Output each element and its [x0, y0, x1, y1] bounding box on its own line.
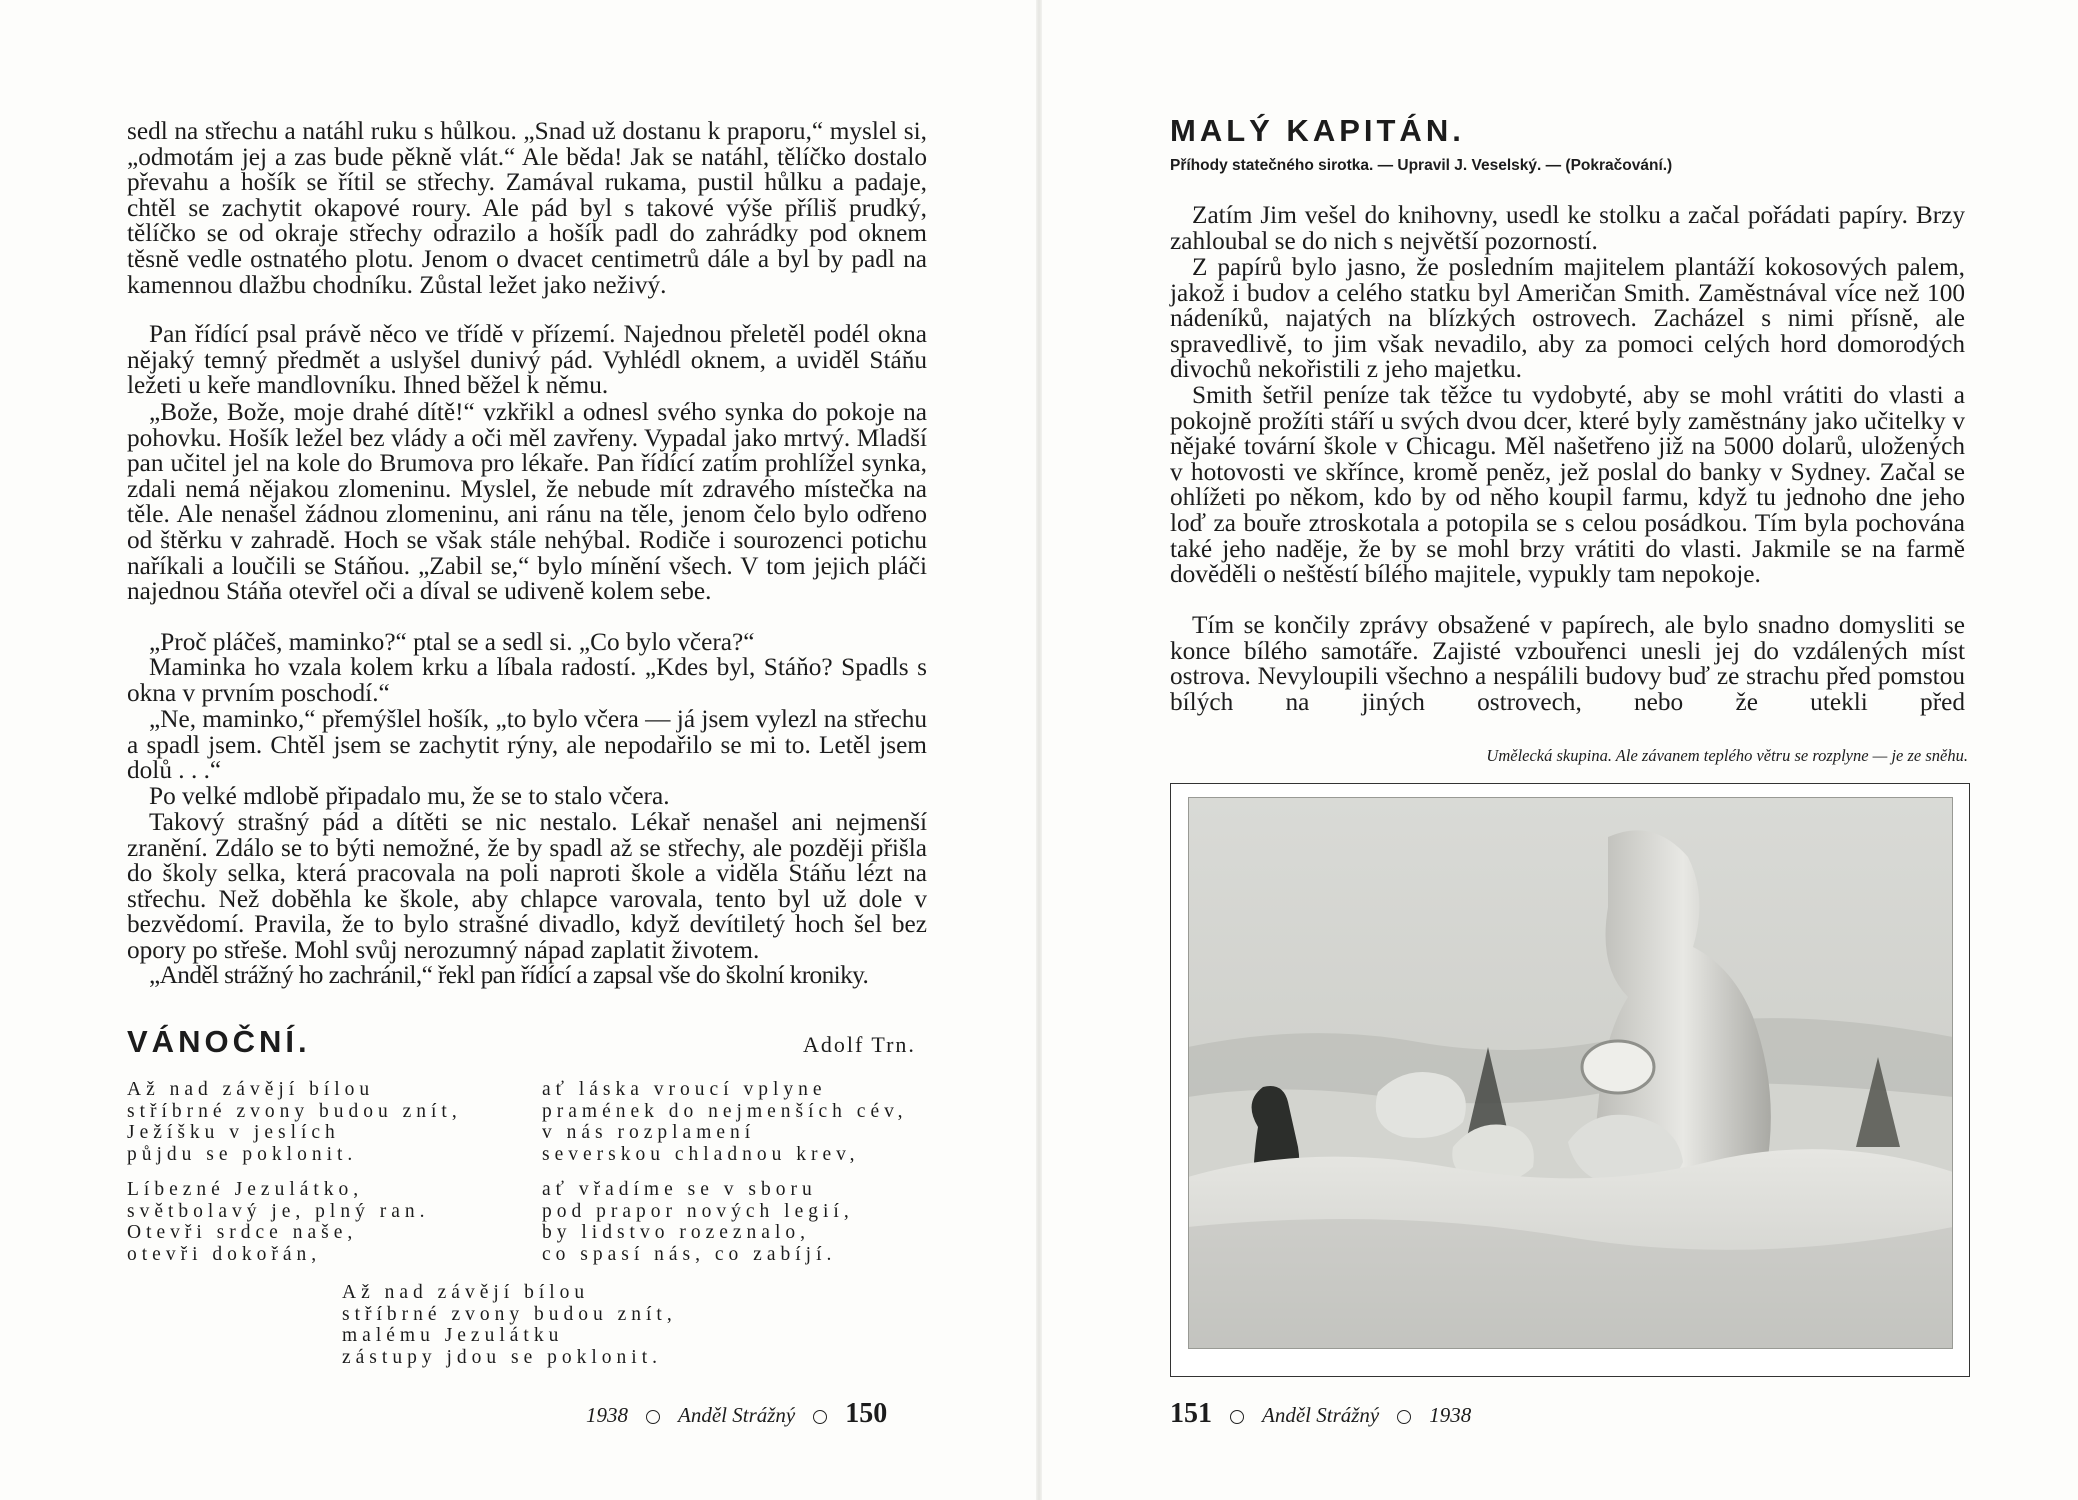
circle-separator-icon — [1230, 1410, 1244, 1424]
poem-line: stříbrné zvony budou znít, — [342, 1303, 677, 1325]
right-folio — [1170, 1398, 1471, 1430]
poem-line: světbolavý je, plný ran. — [127, 1200, 430, 1222]
article-paragraph: Smith šetřil peníze tak těžce tu vydobyté, aby se mohl vrátiti do vlasti a pokojně prožíti stáří u svých dvou dcer, které byly zaměstnány jako učitelky v nějaké tovární škole v Chicagu. Měl našetřeno již na 5000 dolarů, uložených v hotovosti ve skřínce, kromě peněz, jež poslal do banky v Sydney. Začal se ohlížeti po někom, kdo by od něho koupil farmu, když tu jednoho dne jeho loď za bouře ztroskotala a potopila se s celou posádkou. Tím byla pochována také jeho naděje, že by se mohl brzy vrátiti do vlasti. Jakmile se na farmě dověděli o neštěstí bílého majitele, vypukly tam nepokoje. — [1170, 381, 1965, 589]
poem-line: malému Jezulátku — [342, 1325, 564, 1346]
poem-author: Adolf Trn. — [803, 1032, 916, 1057]
story-paragraph: „Bože, Bože, moje drahé dítě!“ vzkřikl a odnesl svého synka do pokoje na pohovku. Hošík ležel bez vlády a oči měl zavřeny. Vypadal jako mrtvý. Mladší pan učitel jel na kole do Brumova pro lékaře. Pan řídící zatím prohlížel synka, zdali nemá nějakou zlomeninu. Myslel, že nebude mít zdravého místečka na těle. Ale nenašel žádnou zlomeninu, ani ránu na těle, jenom čelo bylo odřeno od štěrku v zahradě. Hoch se však stále nehýbal. Rodiče i sourozenci potichu naříkali a loučili se Stáňou. „Zabil se,“ bylo mínění všech. V tom jejich pláči najednou Stáňa otevřel oči a díval se udiveně kolem sebe. — [127, 398, 927, 606]
story-paragraph: sedl na střechu a natáhl ruku s hůlkou. „Snad už dostanu k praporu,“ myslel si, „odmotám jej a zas bude pěkně vlát.“ Ale běda! Jak se natáhl, tělíčko dostalo převahu a hošík se řítil se střechy. Zamával rukama, pustil hůlku a padaje, chtěl se zachytit okapové roury. Ale pád byl s takové výše příliš prudký, tělíčko se od okraje střechy odrazilo a hošík padl do zahrádky pod oknem těsně vedle ostnatého plotu. Jenom o dvacet centimetrů dále a byl by padl na kamennou dlažbu chodníku. Zůstal ležet jako neživý. — [127, 117, 927, 299]
folio-year: 1938 — [586, 1403, 628, 1427]
poem-line: Otevři srdce naše, — [127, 1222, 358, 1243]
photo-caption: Umělecká skupina. Ale závanem teplého větru se rozplyne — je ze sněhu. — [1486, 746, 1968, 765]
poem-line: by lidstvo rozeznalo, — [542, 1222, 810, 1243]
poem-line: ať vřadíme se v sboru — [542, 1179, 817, 1200]
book-gutter — [1036, 0, 1042, 1500]
poem-line: otevři dokořán, — [127, 1243, 322, 1265]
story-paragraph: Po velké mdlobě připadalo mu, že se to stalo včera. — [149, 782, 670, 810]
poem-title: VÁNOČNÍ. — [127, 1024, 311, 1059]
poem-stanza-4 — [542, 1179, 854, 1265]
story-paragraph: Takový strašný pád a dítěti se nic nestalo. Lékař nenašel ani nejmenší zranění. Zdálo se to býti nemožné, že by spadl až se střechy, ale později přišla do školy selka, která pracovala na poli naproti škole a viděla Stáňu lézt na střechu. Než doběhla ke škole, aby chlapce varovala, tento byl už dole v bezvědomí. Pravila, že to bylo strašné divadlo, když devítiletý hoch šel bez opory po střeše. Mohl svůj nerozumný nápad zaplatit životem. — [127, 808, 927, 964]
snow-sculpture-photo — [1188, 797, 1953, 1349]
poem-line: pod prapor nových legií, — [542, 1200, 854, 1222]
poem-line: Až nad závějí bílou — [127, 1079, 375, 1100]
left-folio — [586, 1398, 887, 1430]
story-paragraph: „Ne, maminko,“ přemýšlel hošík, „to bylo včera — já jsem vylezl na střechu a spadl jsem. Chtěl jsem se zachytit rýny, ale nepodařilo se mi to. Letěl jsem dolů . . .“ — [127, 705, 927, 785]
poem-line: Líbezné Jezulátko, — [127, 1179, 364, 1200]
page-number: 151 — [1170, 1398, 1212, 1429]
poem-line: severskou chladnou krev, — [542, 1143, 860, 1165]
poem-line: Ježíšku v jeslích — [127, 1122, 340, 1143]
poem-line: v nás rozplamení — [542, 1122, 756, 1143]
story-paragraph: Pan řídící psal právě něco ve třídě v přízemí. Najednou přeletěl podél okna nějaký temný předmět a uslyšel dunivý pád. Vyhlédl oknem, a uviděl Stáňu ležeti u keře mandlovníku. Ihned běžel k němu. — [127, 320, 927, 400]
folio-magazine: Anděl Strážný — [678, 1403, 796, 1427]
story-paragraph: Maminka ho vzala kolem krku a líbala radostí. „Kdes byl, Stáňo? Spadls s okna v prvním poschodí.“ — [127, 653, 927, 707]
folio-magazine: Anděl Strážný — [1262, 1403, 1380, 1427]
poem-stanza-5 — [342, 1282, 677, 1368]
poem-stanza-1 — [127, 1079, 462, 1165]
circle-separator-icon — [1397, 1410, 1411, 1424]
circle-separator-icon — [646, 1410, 660, 1424]
article-paragraph: Zatím Jim vešel do knihovny, usedl ke stolku a začal pořádati papíry. Brzy zahloubal se do nich s největší pozorností. — [1170, 201, 1965, 255]
poem-stanza-3 — [127, 1179, 430, 1265]
poem-line: pramének do nejmenších cév, — [542, 1100, 908, 1122]
poem-line: půjdu se poklonit. — [127, 1143, 358, 1165]
poem-stanza-2 — [542, 1079, 907, 1165]
story-paragraph: „Anděl strážný ho zachránil,“ řekl pan řídící a zapsal vše do školní kroniky. — [149, 961, 869, 989]
article-paragraph: Z papírů bylo jasno, že posledním majitelem plantáží kokosových palem, jakož i budov a celého statku byl Američan Smith. Zaměstnával více než 100 nádeníků, najatých na blízkých ostrovech. Zacházel s nimi přísně, ale spravedlivě, to jim však nevadilo, aby za pomoci celých hord domorodých divochů nekořistili z jeho majetku. — [1170, 253, 1965, 384]
article-title: MALÝ KAPITÁN. — [1170, 113, 1465, 148]
poem-line: zástupy jdou se poklonit. — [342, 1346, 662, 1368]
story-paragraph: „Proč pláčeš, maminko?“ ptal se a sedl si. „Co bylo včera?“ — [149, 628, 755, 656]
poem-line: ať láska vroucí vplyne — [542, 1079, 827, 1100]
circle-separator-icon — [813, 1410, 827, 1424]
article-paragraph: Tím se končily zprávy obsažené v papírech, ale bylo snadno domysliti se konce bílého samotáře. Zajisté vzbouřenci unesli jej do vzdálených míst ostrova. Nevyloupili všechno a nespálili budovy buď ze strachu před pomstou bílých na jiných ostrovech, nebo že utekli před — [1170, 611, 1965, 716]
page-number: 150 — [845, 1398, 888, 1429]
poem-line: Až nad závějí bílou — [342, 1282, 590, 1303]
folio-year: 1938 — [1429, 1403, 1472, 1427]
article-subtitle: Příhody statečného sirotka. — Upravil J. Veselský. — (Pokračování.) — [1170, 157, 1673, 174]
poem-line: co spasí nás, co zabíjí. — [542, 1243, 837, 1265]
poem-line: stříbrné zvony budou znít, — [127, 1100, 462, 1122]
